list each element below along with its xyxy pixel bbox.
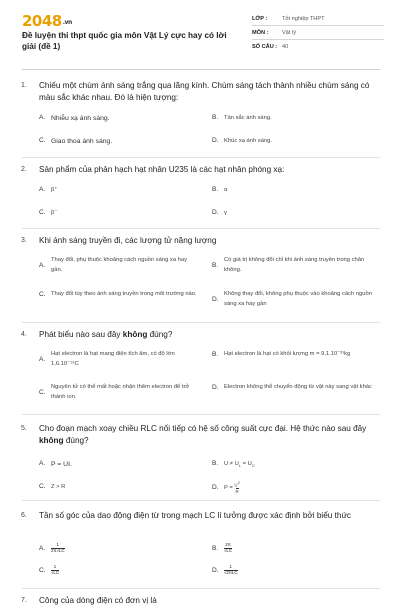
meta-key: MÔN : — [252, 29, 269, 36]
option-letter: B. — [212, 460, 219, 467]
option-letter: B. — [212, 114, 219, 121]
option-letter: A. — [39, 186, 46, 193]
option-text: Khúc xạ ánh sáng. — [224, 138, 273, 144]
exam-meta — [252, 12, 384, 54]
option-b[interactable] — [212, 114, 272, 124]
question-number: 2. — [21, 166, 27, 173]
logo-tld: .vn — [62, 19, 72, 26]
option-text: Thay đổi, phụ thuộc khoảng cách nguồn sáng xa hay gần. — [51, 257, 188, 273]
logo-main: 2048 — [22, 12, 62, 30]
option-d[interactable] — [212, 137, 272, 147]
option-text: γ — [224, 210, 227, 216]
meta-row-class — [252, 12, 384, 26]
option-b[interactable] — [212, 460, 255, 471]
question-number: 1. — [21, 82, 27, 89]
option-c[interactable] — [39, 137, 112, 147]
option-b[interactable] — [212, 256, 377, 275]
option-text: Z > R — [51, 484, 66, 490]
question-divider — [22, 228, 380, 229]
option-text: Giao thoa ánh sáng. — [51, 138, 113, 145]
option-letter: A. — [39, 114, 46, 121]
question-text: Công của dòng điện có đơn vị là — [39, 596, 157, 605]
question-number: 7. — [21, 597, 27, 604]
option-b[interactable] — [212, 543, 232, 554]
option-letter: B. — [212, 351, 219, 359]
option-text: Không thay đổi, không phụ thuộc vào khoảng cách nguồn sáng xa hay gần — [224, 291, 372, 307]
question-number: 6. — [21, 512, 27, 519]
option-letter: A. — [39, 460, 46, 467]
question-number: 3. — [21, 237, 27, 244]
option-formula: $\frac{1}{√LC}$ — [51, 564, 60, 576]
option-a[interactable] — [39, 114, 110, 124]
question-divider — [22, 322, 380, 323]
option-text: Nguyên tử có thể mất hoặc nhận thêm electron để trở thành ion. — [51, 384, 190, 400]
option-b[interactable] — [212, 350, 377, 360]
question-number: 5. — [21, 425, 27, 432]
option-formula: $\frac{1}{\text{√2πLC}}$ — [224, 564, 238, 576]
option-a[interactable] — [39, 186, 57, 196]
option-text: Hạt electron là hạt mang điện tích âm, có độ lớn 1,6.10⁻¹⁹C — [51, 351, 175, 367]
option-letter: D. — [212, 209, 219, 216]
option-text: β⁻ — [51, 210, 58, 216]
option-letter: C. — [39, 137, 46, 144]
option-d[interactable] — [212, 481, 240, 494]
option-d[interactable] — [212, 565, 238, 576]
option-a[interactable] — [39, 460, 72, 470]
option-formula: $U \ne U_L = U_C$ — [224, 461, 255, 469]
option-letter: C. — [39, 566, 46, 574]
question-divider — [22, 157, 380, 158]
option-letter: C. — [39, 209, 46, 216]
option-c[interactable] — [39, 565, 59, 576]
option-d[interactable] — [212, 290, 377, 309]
question-text: Cho đoạn mạch xoay chiều RLC nối tiếp có hệ số công suất cực đại. Hệ thức nào sau đây không đúng? — [39, 424, 367, 445]
question-text: Tần số góc của dao động điện từ trong mạch LC lí tưởng được xác định bởi biểu thức — [39, 511, 352, 520]
option-a[interactable] — [39, 350, 204, 369]
option-letter: A. — [39, 544, 46, 552]
exam-header — [0, 0, 400, 70]
option-letter: D. — [212, 296, 219, 303]
question-number: 4. — [21, 331, 27, 338]
meta-key: SỐ CÂU : — [252, 44, 278, 50]
option-text: Thay đổi tùy theo ánh sáng truyền trong môi trường nào. — [51, 291, 197, 297]
option-text: Electron không thể chuyển động từ vật này sang vật khác — [224, 384, 372, 390]
meta-row-count — [252, 40, 384, 54]
meta-value: Vật lý — [282, 29, 296, 36]
exam-title: Đề luyện thi thpt quốc gia môn Vật Lý cực hay có lời giải (đề 1) — [22, 31, 227, 51]
question-text: Khi ánh sáng truyền đi, các lượng tử năng lượng — [39, 236, 217, 245]
option-a[interactable] — [39, 256, 199, 275]
option-d[interactable] — [212, 383, 377, 393]
option-letter: C. — [39, 483, 46, 490]
question-divider — [22, 588, 380, 589]
question-text: Sản phẩm của phản hạch hạt nhân U235 là các hạt nhân phóng xạ: — [39, 165, 285, 174]
meta-key: LỚP : — [252, 15, 268, 22]
option-text: β⁺ — [51, 187, 58, 193]
option-letter: D. — [212, 137, 219, 144]
site-logo[interactable] — [22, 12, 72, 30]
option-formula: $\frac{2\pi}{√LC}$ — [224, 542, 233, 554]
option-text: Tán sắc ánh sáng. — [224, 115, 272, 121]
meta-value: 40 — [282, 44, 289, 50]
option-c[interactable] — [39, 383, 204, 402]
option-letter: C. — [39, 291, 46, 299]
option-text: α — [224, 187, 228, 193]
option-b[interactable] — [212, 186, 227, 196]
option-letter: D. — [212, 384, 219, 392]
option-text: Nhiễu xạ ánh sáng. — [51, 115, 110, 122]
option-text: P = UI. — [51, 461, 72, 468]
option-letter: B. — [212, 544, 219, 552]
option-text: Có giá trị không đổi chỉ khi ánh sáng truyền trong chân không. — [224, 257, 365, 273]
option-letter: D. — [212, 484, 219, 492]
meta-row-subject — [252, 26, 384, 40]
option-letter: A. — [39, 356, 46, 363]
option-letter: B. — [212, 262, 219, 269]
question-text: Phát biểu nào sau đây không đúng? — [39, 330, 173, 339]
question-divider — [22, 414, 380, 415]
option-letter: B. — [212, 186, 219, 193]
question-text: Chiếu một chùm ánh sáng trắng qua lăng kính. Chùm sáng tách thành nhiều chùm sáng có màu sắc khác nhau. Đó là hiện tượng: — [39, 81, 370, 102]
option-c[interactable] — [39, 483, 65, 493]
option-d[interactable] — [212, 209, 227, 219]
option-letter: A. — [39, 262, 46, 269]
option-c[interactable] — [39, 290, 199, 300]
question-divider — [22, 500, 380, 501]
option-letter: D. — [212, 566, 219, 574]
option-text: Hạt electron là hạt có khối lượng m = 9,1.10⁻³¹kg — [224, 351, 351, 357]
meta-value: Tốt nghiệp THPT — [282, 15, 325, 22]
option-a[interactable] — [39, 543, 65, 554]
option-formula: $\frac{1}{2\pi√LC}$ — [51, 542, 65, 554]
option-c[interactable] — [39, 209, 57, 219]
header-divider — [22, 69, 380, 70]
option-letter: C. — [39, 389, 46, 396]
option-formula: P = $\frac{U^2}{R}$ — [224, 480, 240, 494]
